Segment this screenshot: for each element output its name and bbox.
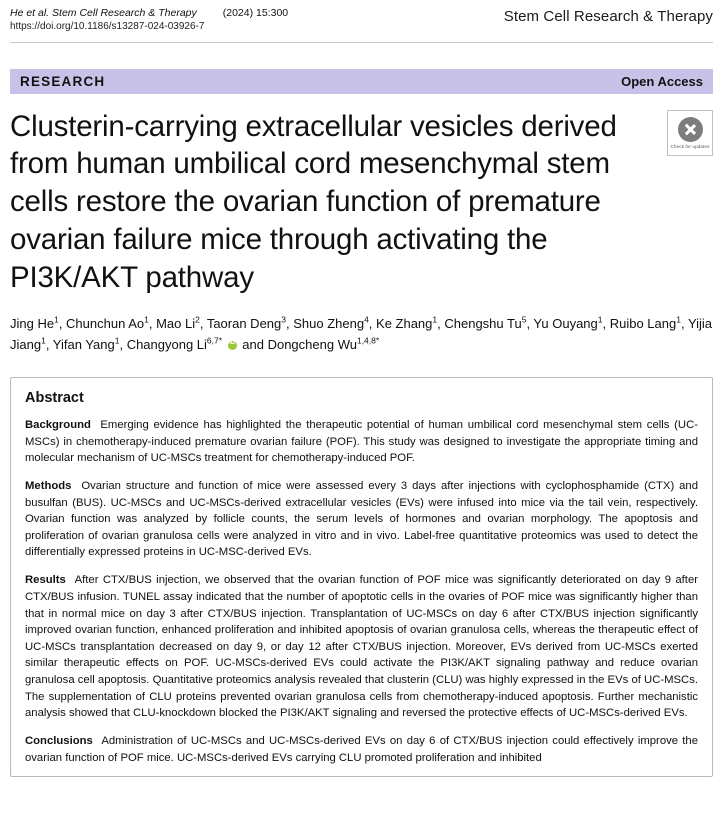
crossmark-badge[interactable] [667,110,713,156]
abstract-paragraph [25,478,698,561]
running-head-citation [10,6,288,34]
article-type-banner [10,69,713,94]
abstract-section-text: Ovarian structure and function of mice were assessed every 3 days after injections with cyclophosphamide (CTX) and busulfan (BUS). UC-MSCs and UC-MSCs-derived extracellular vesicles (EVs) were infused into mice via the tail vein, respectively. Ovarian function was analyzed by follicle counts, the serum levels of hormones and ovarian morphology. The apoptosis and proliferation of ovarian granulosa cells were analyzed in vitro and in vivo. Label-free quantitative proteomics was used to detect the differentially expressed proteins in UC-MSC-derived EVs. [25,480,699,559]
abstract-section-text: After CTX/BUS injection, we observed that the ovarian function of POF mice was significantly deteriorated on day 9 after CTX/BUS infusion. TUNEL assay indicated that the number of apoptotic cells in the ovaries of POF mice was significantly higher than that in normal mice on day 3 after CTX/BUS injection. Transplantation of UC-MSCs on day 6 after CTX/BUS injection significantly improved ovarian function, enhanced proliferation and inhibited apoptosis of ovarian granulosa cells, whereas the therapeutic effect of UC-MSCs transplantation decreased on day 9, or day 12 after CTX/BUS injection. Moreover, EVs derived from UC-MSCs exerted similar therapeutic effects on POF. UC-MSCs-derived EVs could activate the PI3K/AKT signaling pathway and reduce ovarian granulosa cell apoptosis. Quantitative proteomics analysis revealed that clusterin (CLU) was highly expressed in the EVs of UC-MSCs. The supplementation of CLU proteins prevented ovarian granulosa cells from chemotherapy-induced apoptosis. Further mechanistic analysis showed that CLU-knockdown blocked the PI3K/AKT signaling and reversed the protective effects of UC-MSCs-derived EVs. [25,574,698,720]
abstract-section-text: Administration of UC-MSCs and UC-MSCs-derived EVs on day 6 of CTX/BUS injection could effectively improve the ovarian function of POF mice. UC-MSCs-derived EVs carrying CLU promoted proliferation and inhibited [25,734,698,764]
abstract-heading: Abstract [25,389,84,406]
abstract-paragraph [25,572,698,721]
citation-year-volume: (2024) 15:300 [222,7,289,19]
title-section [10,108,713,297]
abstract-section-text: Emerging evidence has highlighted the therapeutic potential of human umbilical cord mesenchymal stem cells (UC-MSCs) in chemotherapy-induced premature ovarian failure (POF). This study was designed to investigate the appropriate timing and molecular mechanism of UC-MSCs treatment for chemotherapy-induced POF. [25,419,698,465]
journal-title: Stem Cell Research & Therapy [503,8,713,25]
header-divider [10,42,713,43]
abstract-paragraph [25,733,698,766]
crossmark-label: Check for updates [670,144,710,150]
abstract-paragraph [25,417,698,467]
abstract-section-label: Methods [25,480,82,493]
abstract-section-label: Conclusions [25,734,102,747]
abstract-section-label: Results [25,574,75,587]
doi-link[interactable]: https://doi.org/10.1186/s13287-024-03926-7 [10,21,205,33]
page-title: Clusterin-carrying extracellular vesicles derived from human umbilical cord mesenchymal stem cells restore the ovarian function of premature ovarian failure mice through activating the PI3K/AKT pathway [10,109,617,294]
author-list: Jing He$^1$, Chunchun Ao$^1$, Mao Li$^2$, Taoran Deng$^3$, Shuo Zheng$^4$, Ke Zhang$^1$, Chengshu Tu$^5$, Yu Ouyang$^1$, Ruibo Lang$^1$, Yijia Jiang$^1$, Yifan Yang$^1$, Changyong $Li^{6,7*}$ iD and Dongcheng $Wu^{1,4,8*}$ [10,314,713,354]
crossmark-icon [678,117,703,142]
abstract-sections [25,417,698,766]
abstract-box [10,377,713,777]
article-type-label: RESEARCH [20,73,106,89]
running-head [10,0,713,34]
open-access-label: Open Access [621,73,703,89]
abstract-section-label: Background [25,419,101,431]
journal-citation-italic: He et al. Stem Cell Research & Therapy [10,7,197,19]
